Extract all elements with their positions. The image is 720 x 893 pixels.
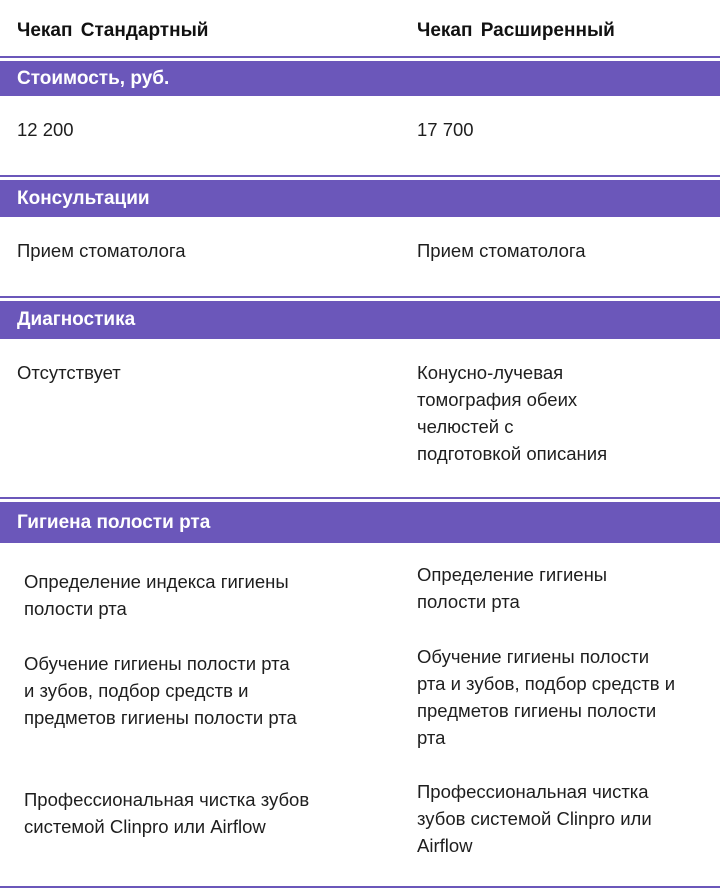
hygiene-extended-item-1 [417, 561, 607, 615]
section-title-cost: Стоимость, руб. [17, 67, 170, 89]
text-line: томография обеих [417, 389, 578, 410]
hygiene-standard-item-2 [24, 650, 297, 731]
bottom-divider [0, 886, 720, 888]
section-bar-diagnostics [0, 301, 720, 339]
consultations-extended: Прием стоматолога [417, 240, 586, 261]
section-bar-hygiene [0, 502, 720, 543]
text-line: Профессиональная чистка зубов [24, 789, 310, 810]
section-title-consultations: Консультации [17, 187, 150, 209]
header-extended: Чекап Расширенный [417, 20, 615, 41]
text-line: рта и зубов, подбор средств и [417, 673, 676, 694]
text-line: Обучение гигиены полости [417, 646, 650, 667]
text-line: Обучение гигиены полости рта [24, 653, 290, 674]
text-line: Конусно-лучевая [417, 362, 564, 383]
diagnostics-extended [417, 359, 607, 467]
text-line: Профессиональная чистка [417, 781, 649, 802]
section-bar-consultations [0, 180, 720, 217]
text-line: Определение индекса гигиены [24, 571, 289, 592]
cost-extended: 17 700 [417, 119, 474, 140]
section-title-diagnostics: Диагностика [17, 309, 136, 330]
section-bar-cost [0, 61, 720, 96]
header-standard: Чекап Стандартный [17, 20, 209, 41]
text-line: и зубов, подбор средств и [24, 680, 249, 701]
text-line: подготовкой описания [417, 443, 608, 464]
text-line: предметов гигиены полости рта [24, 707, 297, 728]
cost-standard: 12 200 [17, 119, 74, 140]
text-line: Airflow [417, 835, 473, 856]
text-line: зубов системой Clinpro или [417, 808, 652, 829]
hygiene-standard-item-3 [24, 786, 309, 840]
text-line: предметов гигиены полости [417, 700, 657, 721]
diagnostics-standard: Отсутствует [17, 362, 121, 383]
hygiene-extended-item-3 [417, 778, 652, 859]
consultations-standard: Прием стоматолога [17, 240, 186, 261]
text-line: полости рта [417, 591, 520, 612]
text-line: системой Clinpro или Airflow [24, 816, 266, 837]
text-line: Определение гигиены [417, 564, 608, 585]
text-line: полости рта [24, 598, 127, 619]
hygiene-standard-item-1 [24, 568, 289, 622]
section-title-hygiene: Гигиена полости рта [17, 511, 211, 533]
text-line: рта [417, 727, 446, 748]
text-line: челюстей с [417, 416, 514, 437]
hygiene-extended-item-2 [417, 643, 675, 751]
